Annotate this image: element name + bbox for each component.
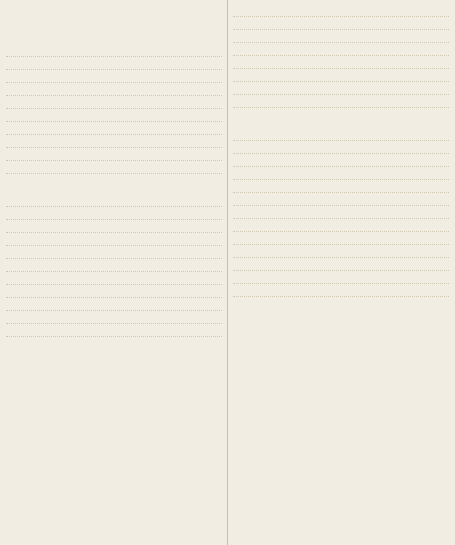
answer-line (233, 130, 449, 141)
answer-line (6, 163, 222, 174)
answer-line (233, 221, 449, 232)
answer-line (233, 286, 449, 297)
column-divider (227, 0, 228, 545)
answer-line (6, 313, 222, 324)
answer-line (6, 59, 222, 70)
answer-line (233, 71, 449, 82)
answer-line (6, 150, 222, 161)
answer-line (233, 6, 449, 17)
answer-line (233, 195, 449, 206)
left-column (6, 6, 222, 339)
answer-line (233, 156, 449, 167)
answer-line (233, 19, 449, 30)
answer-line (6, 222, 222, 233)
answer-line (6, 300, 222, 311)
answer-line (6, 248, 222, 259)
answer-line (6, 235, 222, 246)
answer-line (6, 196, 222, 207)
answer-line (6, 98, 222, 109)
answer-line (233, 182, 449, 193)
answer-line (6, 261, 222, 272)
answer-line (233, 143, 449, 154)
answer-line (233, 169, 449, 180)
answer-line (233, 247, 449, 258)
answer-line (233, 234, 449, 245)
answer-line (6, 137, 222, 148)
section-heading (6, 28, 222, 42)
answer-line (233, 45, 449, 56)
answer-line (233, 58, 449, 69)
answer-line (233, 260, 449, 271)
answer-line (6, 274, 222, 285)
answer-line (233, 273, 449, 284)
answer-line (233, 97, 449, 108)
answer-line (233, 32, 449, 43)
answer-line (6, 326, 222, 337)
answer-line (6, 287, 222, 298)
answer-line (233, 208, 449, 219)
section-heading (6, 178, 222, 192)
answer-line (233, 84, 449, 95)
answer-line (6, 85, 222, 96)
right-column (233, 6, 449, 299)
answer-line (6, 72, 222, 83)
chapter-title (6, 8, 222, 24)
review-heading (233, 112, 449, 126)
answer-line (6, 209, 222, 220)
answer-line (6, 46, 222, 57)
answer-line (6, 124, 222, 135)
answer-line (6, 111, 222, 122)
